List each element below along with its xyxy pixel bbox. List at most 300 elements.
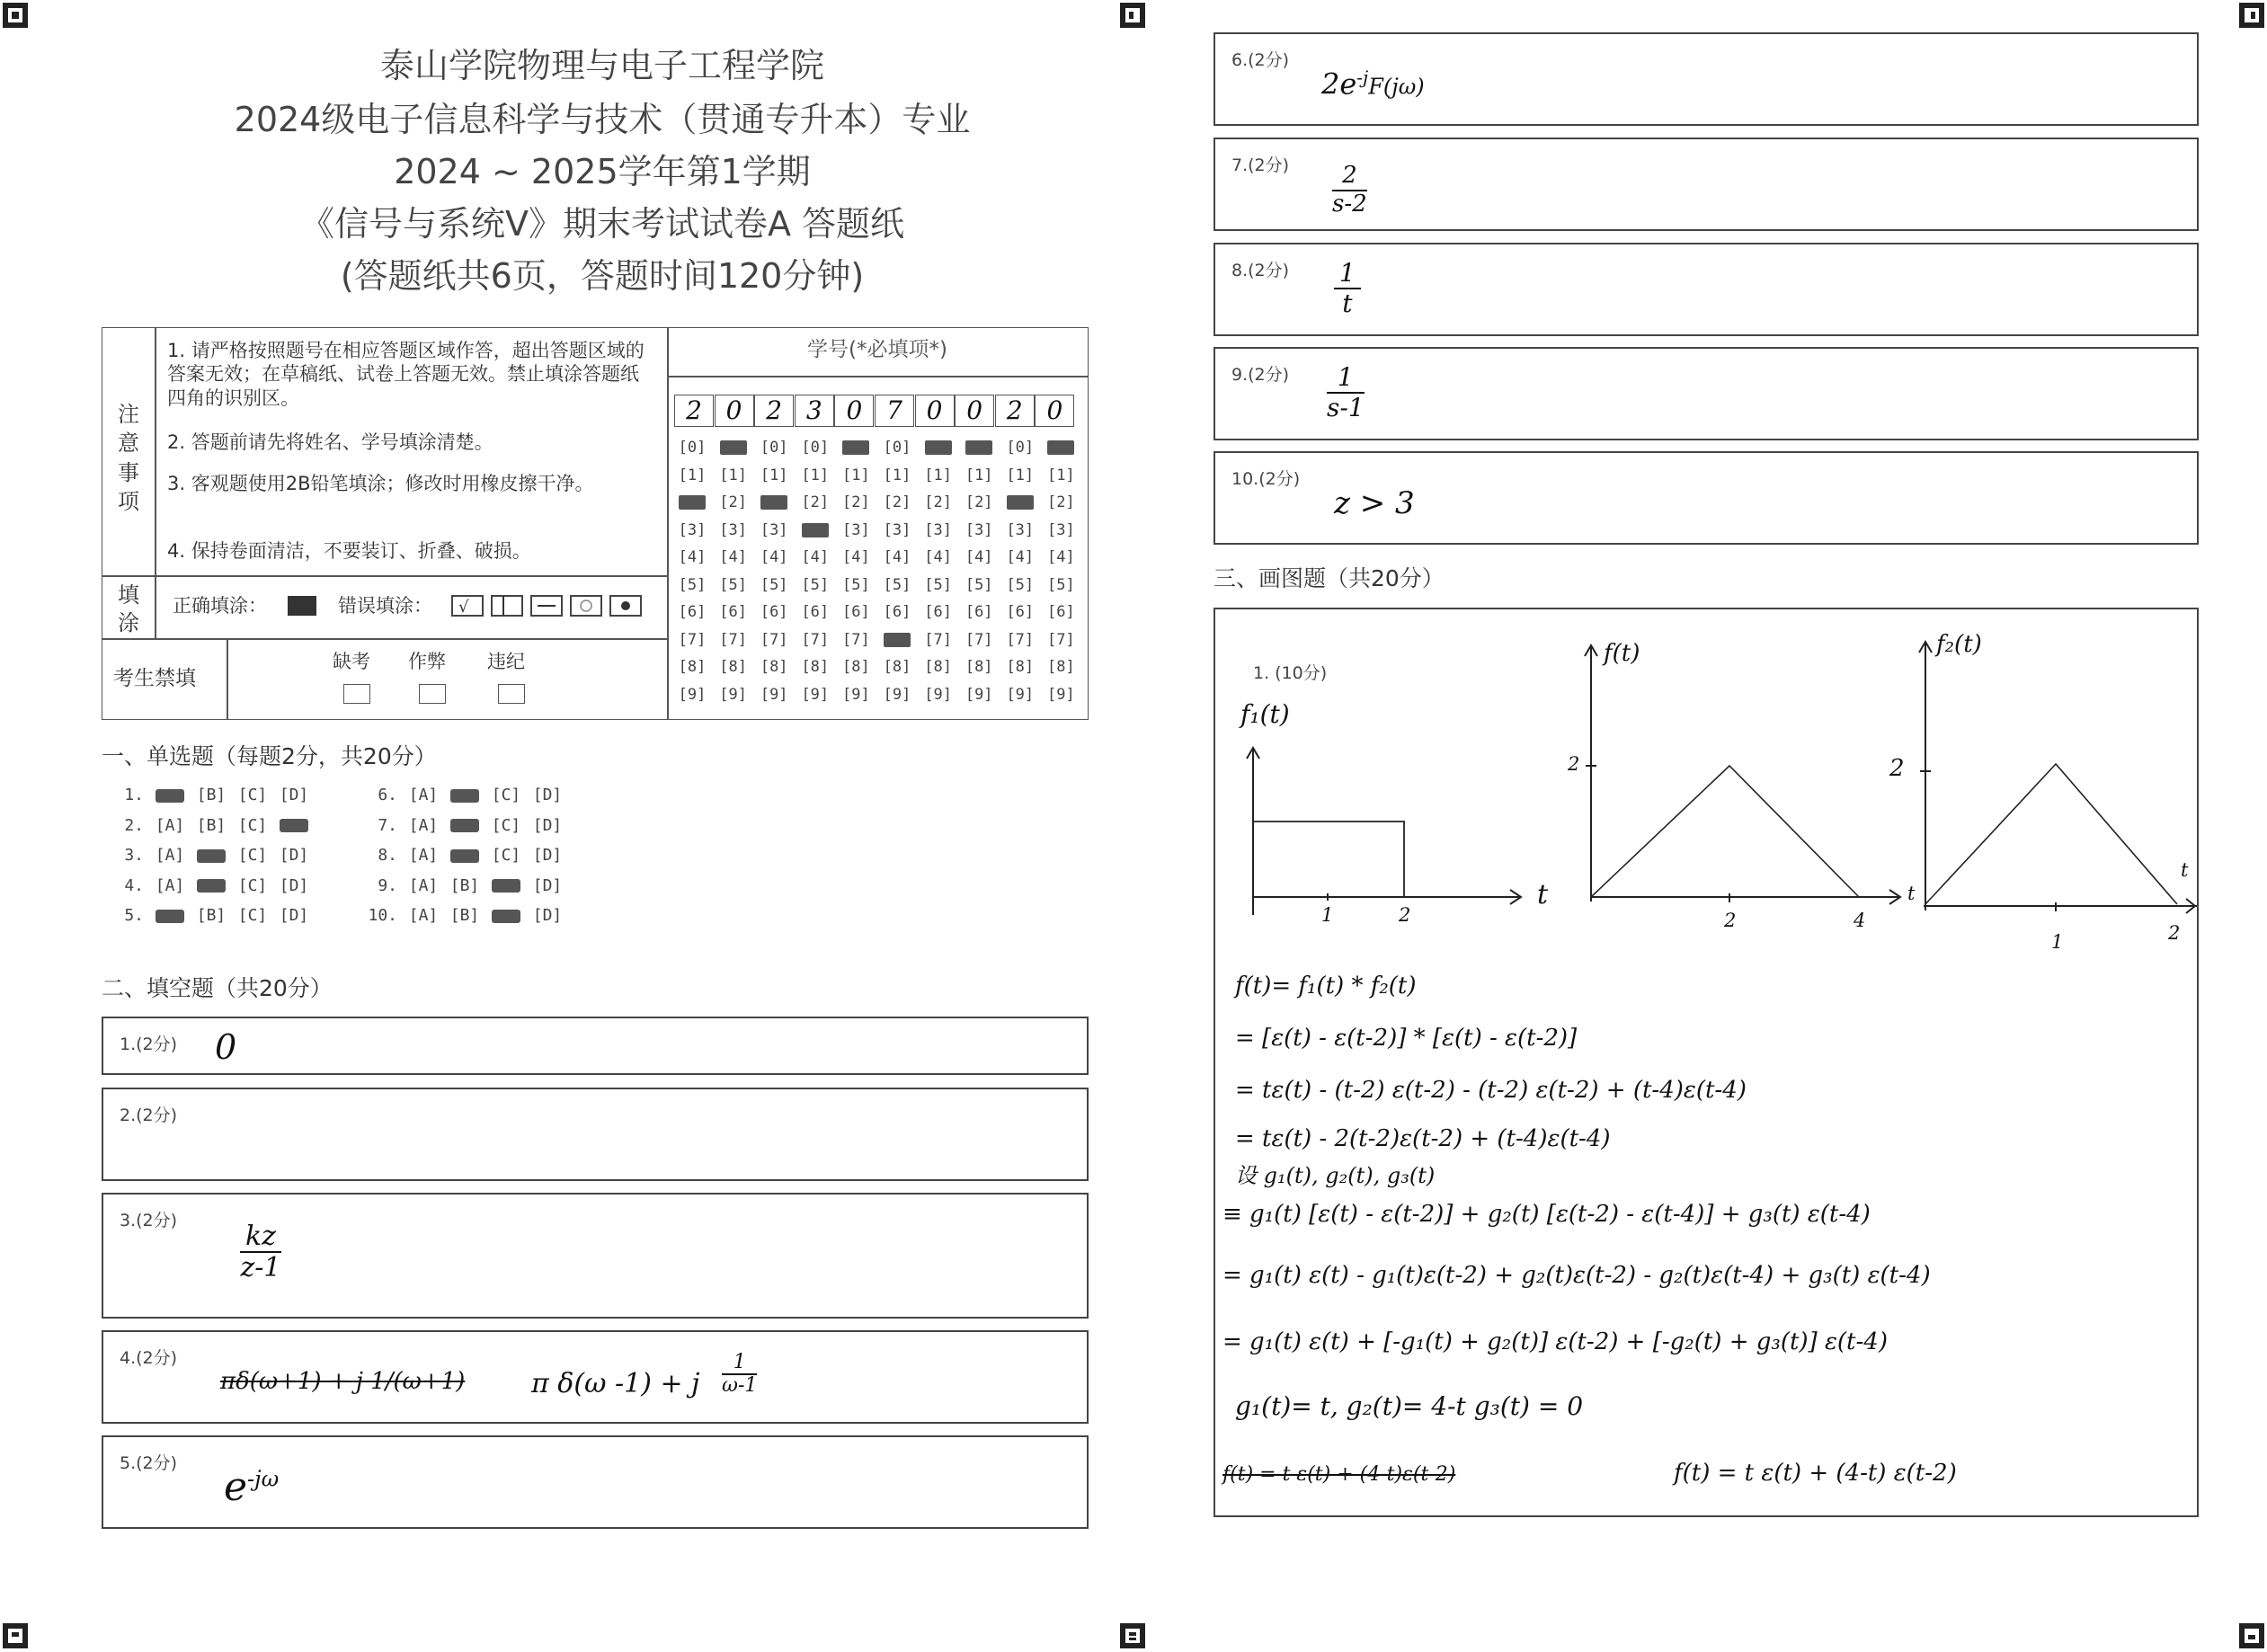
student-id-bubble-filled[interactable]	[796, 517, 835, 545]
corner-marker-top-left	[2, 2, 29, 29]
filled-mark	[802, 523, 829, 537]
student-id-bubble[interactable]: [8]	[842, 658, 870, 676]
student-id-bubble[interactable]: [1]	[1006, 466, 1035, 484]
fill-header: 填涂	[118, 582, 139, 636]
mcq-option-filled[interactable]	[450, 819, 479, 832]
student-id-bubble[interactable]: [1]	[760, 466, 788, 484]
mcq-row	[361, 846, 568, 865]
mcq-option[interactable]: [C]	[491, 786, 521, 804]
forbid-cheat-label: 作弊	[408, 651, 446, 672]
section2-title: 二、填空题（共20分）	[102, 975, 333, 1001]
student-id-bubble[interactable]: [2]	[1047, 493, 1075, 511]
filled-mark	[925, 440, 952, 455]
fill-q5-base: e	[224, 1464, 248, 1510]
work-line-10: f(t) = t ε(t) + (4-t) ε(t-2)	[1674, 1460, 1957, 1487]
mcq-row	[361, 786, 568, 804]
student-id-bubble[interactable]: [8]	[801, 658, 830, 676]
student-id-bubble[interactable]: [9]	[801, 685, 830, 704]
student-id-bubble[interactable]: [1]	[965, 466, 993, 484]
student-id-bubble[interactable]: [4]	[801, 548, 830, 566]
student-id-column	[1000, 434, 1040, 708]
mcq-option[interactable]: [A]	[408, 786, 439, 804]
student-id-bubble[interactable]: [7]	[1047, 630, 1075, 649]
student-id-column	[919, 434, 958, 708]
student-id-column	[796, 434, 835, 708]
student-id-bubble[interactable]: [3]	[1047, 520, 1075, 539]
mcq-option[interactable]: [B]	[449, 875, 480, 895]
mcq-option[interactable]: [A]	[408, 846, 439, 865]
mcq-option[interactable]: [A]	[155, 875, 185, 895]
mcq-option[interactable]: [D]	[279, 846, 309, 865]
student-id-bubble-filled[interactable]	[1000, 489, 1040, 517]
graph-f	[1585, 645, 1900, 904]
student-id-digit[interactable]: 0	[915, 395, 955, 427]
mcq-option[interactable]: [A]	[408, 815, 439, 835]
filled-mark	[760, 495, 787, 510]
mcq-option[interactable]: [B]	[196, 906, 227, 925]
student-id-bubble[interactable]: [6]	[965, 603, 993, 621]
student-id-bubble[interactable]: [9]	[924, 685, 952, 704]
fill-q10-answer: z > 3	[1334, 485, 1415, 521]
mcq-option-filled[interactable]	[197, 879, 226, 893]
mcq-option-filled[interactable]	[450, 789, 479, 803]
student-id-bubble[interactable]: [5]	[883, 575, 911, 594]
fill-q1-answer: 0	[215, 1027, 237, 1067]
student-id-bubble[interactable]: [7]	[678, 630, 707, 649]
fill-q10-label: 10.(2分)	[1231, 469, 1301, 489]
student-id-bubble[interactable]: [9]	[965, 685, 993, 704]
mcq-number: 2.	[124, 815, 144, 835]
student-id-bubble[interactable]: [5]	[1047, 575, 1075, 594]
student-id-column	[754, 434, 794, 708]
mcq-row	[108, 846, 315, 865]
graph1-tick-1: 1	[1321, 904, 1334, 926]
work-struck-line: f(t) = t ε(t) + (4-t)ε(t-2)	[1222, 1463, 1456, 1486]
graph-f1	[1247, 748, 1521, 915]
student-id-digit[interactable]: 2	[674, 395, 714, 427]
fill-q7-box[interactable]	[1214, 138, 2199, 231]
student-id-bubble[interactable]: [4]	[965, 548, 993, 566]
student-id-bubble[interactable]: [2]	[883, 493, 911, 511]
work-line-4: = tε(t) - 2(t-2)ε(t-2) + (t-4)ε(t-4)	[1235, 1125, 1611, 1152]
student-id-bubble-filled[interactable]	[877, 626, 917, 654]
title-school: 泰山学院物理与电子工程学院	[379, 46, 824, 85]
student-id-bubble[interactable]: [6]	[760, 603, 788, 621]
filled-mark	[965, 440, 992, 455]
mcq-row	[108, 906, 315, 925]
fill-q8-label: 8.(2分)	[1231, 261, 1290, 280]
filled-mark	[842, 440, 869, 455]
student-id-bubble[interactable]: [1]	[678, 466, 707, 484]
graph1-ylabel: f₁(t)	[1240, 699, 1290, 729]
info-table	[102, 327, 1089, 720]
mcq-option[interactable]: [D]	[279, 786, 309, 804]
mcq-option[interactable]: [D]	[532, 786, 563, 804]
notice-3: 3. 客观题使用2B铅笔填涂；修改时用橡皮擦干净。	[167, 473, 594, 494]
student-id-bubble[interactable]: [8]	[924, 658, 952, 676]
fill-q2-box[interactable]	[102, 1088, 1089, 1181]
mcq-row	[361, 876, 568, 895]
student-id-bubble[interactable]: [6]	[801, 603, 830, 621]
section1-title: 一、单选题（每题2分，共20分）	[102, 743, 437, 769]
mcq-option[interactable]: [A]	[155, 815, 185, 835]
student-id-bubble[interactable]: [4]	[719, 548, 747, 566]
student-id-bubble[interactable]: [7]	[965, 630, 993, 649]
student-id-column	[1041, 434, 1080, 708]
fill-q6-tail: F(jω)	[1368, 74, 1425, 100]
student-id-bubble-filled[interactable]	[959, 434, 999, 462]
fill-q3-denominator: z-1	[240, 1252, 281, 1283]
student-id-bubble[interactable]: [9]	[678, 685, 707, 704]
student-id-bubble[interactable]: [3]	[924, 520, 952, 539]
graph3-tick-2: 2	[2168, 922, 2181, 944]
fill-q6-exponent: -j	[1356, 67, 1369, 88]
filled-mark	[884, 633, 911, 647]
student-id-bubble[interactable]: [0]	[678, 439, 707, 457]
fill-q5-exponent: -jω	[247, 1466, 280, 1492]
student-id-bubble[interactable]: [3]	[719, 520, 747, 539]
mcq-option[interactable]: [C]	[491, 846, 521, 865]
student-id-bubble-filled[interactable]	[672, 489, 712, 517]
fill-q4-answer: π δ(ω -1) + j	[531, 1368, 700, 1399]
mcq-option[interactable]: [A]	[408, 906, 439, 925]
forbid-header: 考生禁填	[113, 667, 196, 690]
graph2-ytick: 2	[1568, 753, 1580, 775]
mcq-option[interactable]: [B]	[196, 786, 227, 804]
mcq-option[interactable]: [A]	[155, 846, 185, 865]
mcq-option[interactable]: [C]	[237, 815, 268, 835]
student-id-column	[877, 434, 917, 708]
fill-q4-fraction-num: 1	[722, 1352, 757, 1375]
work-line-6: ≡ g₁(t) [ε(t) - ε(t-2)] + g₂(t) [ε(t-2) - ε(t-4)] + g₃(t) ε(t-4)	[1222, 1201, 1871, 1228]
student-id-bubble[interactable]: [6]	[842, 603, 870, 621]
student-id-bubble[interactable]: [5]	[1006, 575, 1035, 594]
student-id-bubble[interactable]: [8]	[719, 658, 747, 676]
fill-q3-box[interactable]	[102, 1193, 1089, 1319]
work-line-9: g₁(t)= t, g₂(t)= 4-t g₃(t) = 0	[1235, 1391, 1584, 1421]
work-line-3: = tε(t) - (t-2) ε(t-2) - (t-2) ε(t-2) + (t-4)ε(t-4)	[1235, 1077, 1747, 1104]
fill-q5-label: 5.(2分)	[120, 1453, 178, 1473]
student-id-bubble[interactable]: [4]	[883, 548, 911, 566]
fill-q9-numerator: 1	[1327, 363, 1365, 394]
wrong-fill-label: 错误填涂：	[338, 595, 432, 617]
drawing-question-label: 1. (10分)	[1253, 663, 1328, 683]
mcq-row	[108, 876, 315, 895]
filled-mark	[1047, 440, 1074, 455]
mcq-option[interactable]: [C]	[237, 846, 268, 865]
student-id-bubble[interactable]: [5]	[801, 575, 830, 594]
filled-mark	[679, 495, 706, 510]
fill-q4-box[interactable]	[102, 1330, 1089, 1424]
student-id-bubble[interactable]: [7]	[801, 630, 830, 649]
mcq-number: 5.	[124, 906, 144, 925]
mcq-option[interactable]: [B]	[449, 906, 480, 925]
mcq-option[interactable]: [C]	[491, 815, 521, 835]
student-id-digit[interactable]: 0	[1035, 395, 1074, 427]
mcq-option-filled[interactable]	[492, 910, 520, 923]
forbid-absent-label: 缺考	[333, 651, 370, 672]
fill-q7-denominator: s-2	[1332, 190, 1367, 218]
student-id-digit[interactable]: 0	[715, 395, 754, 427]
filled-mark	[720, 440, 747, 455]
mcq-option-filled[interactable]	[156, 910, 184, 923]
graph2-xlabel: t	[1907, 883, 1916, 904]
student-id-bubble[interactable]: [8]	[760, 658, 788, 676]
student-id-bubble[interactable]: [0]	[1006, 439, 1035, 457]
student-id-bubble[interactable]: [4]	[760, 548, 788, 566]
mcq-number: 1.	[124, 786, 144, 804]
mcq-option[interactable]: [C]	[237, 906, 268, 925]
student-id-bubble[interactable]: [8]	[1006, 658, 1035, 676]
mcq-option[interactable]: [D]	[532, 906, 563, 925]
graph3-ylabel: f₂(t)	[1936, 631, 1982, 658]
student-id-column	[714, 434, 753, 708]
student-id-bubble[interactable]: [8]	[1047, 658, 1075, 676]
graph3-tick-1: 1	[2051, 931, 2064, 953]
student-id-column	[672, 434, 712, 708]
student-id-bubble-filled[interactable]	[836, 434, 876, 462]
mcq-number: 3.	[124, 846, 144, 865]
student-id-bubble[interactable]: [0]	[801, 439, 830, 457]
student-id-bubble[interactable]: [2]	[842, 493, 870, 511]
mcq-row	[108, 786, 315, 804]
student-id-bubble[interactable]: [9]	[883, 685, 911, 704]
student-id-bubble[interactable]: [5]	[719, 575, 747, 594]
student-id-bubble[interactable]: [5]	[965, 575, 993, 594]
student-id-bubble-filled[interactable]	[919, 434, 958, 462]
student-id-digit[interactable]: 0	[834, 395, 874, 427]
fill-q4-fraction-den: ω-1	[722, 1374, 758, 1398]
mcq-answer-grid[interactable]	[108, 786, 611, 938]
mcq-number: 6.	[378, 786, 397, 804]
graph-f2	[1919, 642, 2197, 913]
mcq-option[interactable]: [D]	[532, 846, 563, 865]
fill-q8-denominator: t	[1342, 289, 1353, 319]
student-id-column	[959, 434, 999, 708]
student-id-bubble[interactable]: [5]	[842, 575, 870, 594]
student-id-bubble[interactable]: [9]	[719, 685, 747, 704]
student-id-bubble[interactable]: [6]	[883, 603, 911, 621]
student-id-bubble[interactable]: [4]	[1047, 548, 1075, 566]
corner-marker-bottom-center	[1119, 1622, 1146, 1649]
corner-marker-bottom-left	[2, 1622, 29, 1649]
graphs-area	[1215, 609, 2197, 969]
student-id-bubble[interactable]: [1]	[801, 466, 830, 484]
student-id-bubble[interactable]: [0]	[760, 439, 788, 457]
work-line-8: = g₁(t) ε(t) + [-g₁(t) + g₂(t)] ε(t-2) + [-g₂(t) + g₃(t)] ε(t-4)	[1222, 1328, 1888, 1355]
student-id-bubble[interactable]: [6]	[678, 603, 707, 621]
svg-text:√: √	[458, 598, 469, 617]
student-id-bubble[interactable]: [2]	[719, 493, 747, 511]
drawing-answer-box[interactable]	[1214, 608, 2199, 1517]
mcq-row	[361, 906, 568, 925]
forbid-violation-label: 违纪	[487, 651, 525, 672]
student-id-bubble[interactable]: [7]	[924, 630, 952, 649]
mcq-row	[108, 816, 315, 835]
fill-q4-label: 4.(2分)	[120, 1348, 178, 1368]
fill-q8-box[interactable]	[1214, 243, 2199, 336]
mcq-option[interactable]: [D]	[532, 875, 563, 895]
graph1-tick-2: 2	[1399, 904, 1411, 926]
student-id-header: 学号(*必填项*)	[807, 338, 947, 361]
student-id-bubble[interactable]: [3]	[842, 520, 870, 539]
mcq-option[interactable]: [C]	[237, 786, 268, 804]
mcq-option[interactable]: [D]	[279, 875, 309, 895]
forbid-absent-box[interactable]	[343, 684, 370, 704]
fill-q6-base: 2e	[1321, 67, 1357, 102]
student-id-bubble[interactable]: [1]	[842, 466, 870, 484]
mcq-number: 8.	[378, 846, 397, 865]
fill-q7-answer	[1332, 163, 1367, 218]
notice-2: 2. 答题前请先将姓名、学号填涂清楚。	[167, 431, 493, 453]
mcq-option-filled[interactable]	[197, 849, 226, 863]
fill-q3-numerator: kz	[240, 1221, 281, 1253]
correct-fill-label: 正确填涂：	[173, 595, 267, 617]
student-id-bubble-grid[interactable]	[672, 434, 1086, 715]
mcq-option[interactable]: [B]	[196, 815, 227, 835]
student-id-bubble-filled[interactable]	[1041, 434, 1080, 462]
section3-title: 三、画图题（共20分）	[1214, 565, 1445, 591]
student-id-bubble[interactable]: [3]	[1006, 520, 1035, 539]
mcq-number: 10.	[368, 906, 397, 925]
title-note: (答题纸共6页，答题时间120分钟)	[340, 256, 865, 296]
student-id-bubble[interactable]: [7]	[842, 630, 870, 649]
student-id-bubble[interactable]: [9]	[1047, 685, 1075, 704]
filled-mark	[1007, 495, 1034, 510]
fill-q9-box[interactable]	[1214, 347, 2199, 440]
mcq-option[interactable]: [D]	[532, 815, 563, 835]
student-id-bubble[interactable]: [5]	[760, 575, 788, 594]
student-id-bubble[interactable]: [2]	[801, 493, 830, 511]
work-line-1: f(t)= f₁(t) * f₂(t)	[1235, 973, 1417, 999]
mcq-option-filled[interactable]	[280, 819, 308, 832]
student-id-bubble[interactable]: [7]	[719, 630, 747, 649]
mcq-option[interactable]: [C]	[237, 875, 268, 895]
student-id-bubble[interactable]: [6]	[1047, 603, 1075, 621]
student-id-bubble[interactable]: [7]	[1006, 630, 1035, 649]
student-id-bubble-filled[interactable]	[714, 434, 753, 462]
wrong-fill-samples	[451, 594, 649, 623]
title-major: 2024级电子信息科学与技术（贯通专升本）专业	[234, 100, 971, 139]
graph3-ytick: 2	[1889, 755, 1905, 782]
student-id-digit[interactable]: 7	[875, 395, 914, 427]
student-id-bubble[interactable]: [3]	[760, 520, 788, 539]
work-line-2: = [ε(t) - ε(t-2)] * [ε(t) - ε(t-2)]	[1235, 1025, 1578, 1052]
student-id-bubble[interactable]: [6]	[924, 603, 952, 621]
student-id-bubble[interactable]: [8]	[678, 658, 707, 676]
fill-q4-answer-fraction	[722, 1352, 757, 1397]
mcq-option[interactable]: [D]	[279, 906, 309, 925]
work-line-7: = g₁(t) ε(t) - g₁(t)ε(t-2) + g₂(t)ε(t-2) - g₂(t)ε(t-4) + g₃(t) ε(t-4)	[1222, 1262, 1931, 1289]
fill-q3-answer	[240, 1221, 281, 1283]
fill-q6-label: 6.(2分)	[1231, 50, 1290, 70]
fill-q10-box[interactable]	[1214, 451, 2199, 545]
student-id-bubble[interactable]: [7]	[760, 630, 788, 649]
corner-marker-top-right	[2238, 2, 2265, 29]
fill-q8-answer	[1334, 259, 1361, 318]
student-id-bubble[interactable]: [8]	[883, 658, 911, 676]
student-id-bubble[interactable]: [6]	[1006, 603, 1035, 621]
fill-q1-box[interactable]	[102, 1017, 1089, 1075]
fill-q9-denominator: s-1	[1327, 393, 1365, 423]
title-exam: 《信号与系统V》期末考试试卷A 答题纸	[299, 204, 905, 244]
notice-4: 4. 保持卷面清洁，不要装订、折叠、破损。	[167, 540, 531, 562]
student-id-bubble[interactable]: [8]	[965, 658, 993, 676]
student-id-bubble[interactable]: [2]	[924, 493, 952, 511]
student-id-bubble[interactable]: [1]	[1047, 466, 1075, 484]
mcq-option[interactable]: [A]	[408, 875, 439, 895]
mcq-number: 4.	[124, 875, 144, 895]
student-id-bubble[interactable]: [4]	[1006, 548, 1035, 566]
student-id-bubble[interactable]: [0]	[883, 439, 911, 457]
forbid-violation-box[interactable]	[498, 684, 525, 704]
notice-1: 1. 请严格按照题号在相应答题区域作答，超出答题区域的答案无效；在草稿纸、试卷上答题无效。禁止填涂答题纸四角的识别区。	[167, 340, 645, 409]
mcq-option-filled[interactable]	[450, 849, 479, 863]
fill-q6-answer	[1321, 67, 1425, 102]
student-id-bubble-filled[interactable]	[754, 489, 794, 517]
student-id-bubble[interactable]: [3]	[883, 520, 911, 539]
correct-fill-sample	[288, 596, 316, 616]
fill-q7-numerator: 2	[1332, 163, 1367, 191]
fill-q8-numerator: 1	[1334, 259, 1361, 289]
corner-marker-bottom-right	[2238, 1622, 2265, 1649]
student-id-bubble[interactable]: [4]	[842, 548, 870, 566]
graph2-tick-4: 4	[1854, 910, 1866, 931]
graph3-xlabel: t	[2181, 859, 2189, 881]
student-id-digit[interactable]: 2	[754, 395, 794, 427]
mcq-option-filled[interactable]	[156, 789, 184, 803]
fill-q1-label: 1.(2分)	[120, 1035, 178, 1054]
student-id-bubble[interactable]: [5]	[678, 575, 707, 594]
graph2-tick-2: 2	[1724, 910, 1737, 931]
student-id-bubble[interactable]: [3]	[965, 520, 993, 539]
student-id-bubble[interactable]: [9]	[760, 685, 788, 704]
student-id-bubble[interactable]: [1]	[719, 466, 747, 484]
student-id-bubble[interactable]: [1]	[924, 466, 952, 484]
student-id-digit[interactable]: 3	[795, 395, 834, 427]
student-id-bubble[interactable]: [4]	[924, 548, 952, 566]
notice-header: 注意事项	[118, 402, 139, 515]
fill-q7-label: 7.(2分)	[1231, 155, 1290, 175]
mcq-number: 7.	[378, 815, 397, 835]
mcq-row	[361, 816, 568, 835]
fill-q5-box[interactable]	[102, 1435, 1089, 1529]
student-id-digits	[674, 395, 1075, 429]
student-id-column	[836, 434, 876, 708]
student-id-bubble[interactable]: [9]	[842, 685, 870, 704]
student-id-bubble[interactable]: [3]	[678, 520, 707, 539]
student-id-bubble[interactable]: [1]	[883, 466, 911, 484]
student-id-bubble[interactable]: [9]	[1006, 685, 1035, 704]
fill-q4-struck-answer: πδ(ω+1) + j 1/(ω+1)	[220, 1368, 466, 1395]
fill-q9-label: 9.(2分)	[1231, 365, 1290, 385]
student-id-bubble[interactable]: [4]	[678, 548, 707, 566]
student-id-bubble[interactable]: [6]	[719, 603, 747, 621]
work-line-5: 设 g₁(t), g₂(t), g₃(t)	[1235, 1163, 1436, 1188]
fill-q6-box[interactable]	[1214, 32, 2199, 126]
fill-q2-label: 2.(2分)	[120, 1106, 178, 1125]
graph2-ylabel: f(t)	[1604, 640, 1640, 667]
student-id-bubble[interactable]: [2]	[965, 493, 993, 511]
graph1-xlabel: t	[1537, 879, 1549, 910]
corner-marker-top-center	[1119, 2, 1146, 29]
fill-q9-answer	[1327, 363, 1365, 422]
student-id-digit[interactable]: 0	[955, 395, 994, 427]
student-id-bubble[interactable]: [5]	[924, 575, 952, 594]
forbid-cheat-box[interactable]	[419, 684, 446, 704]
student-id-digit[interactable]: 2	[995, 395, 1035, 427]
mcq-option-filled[interactable]	[492, 879, 520, 893]
